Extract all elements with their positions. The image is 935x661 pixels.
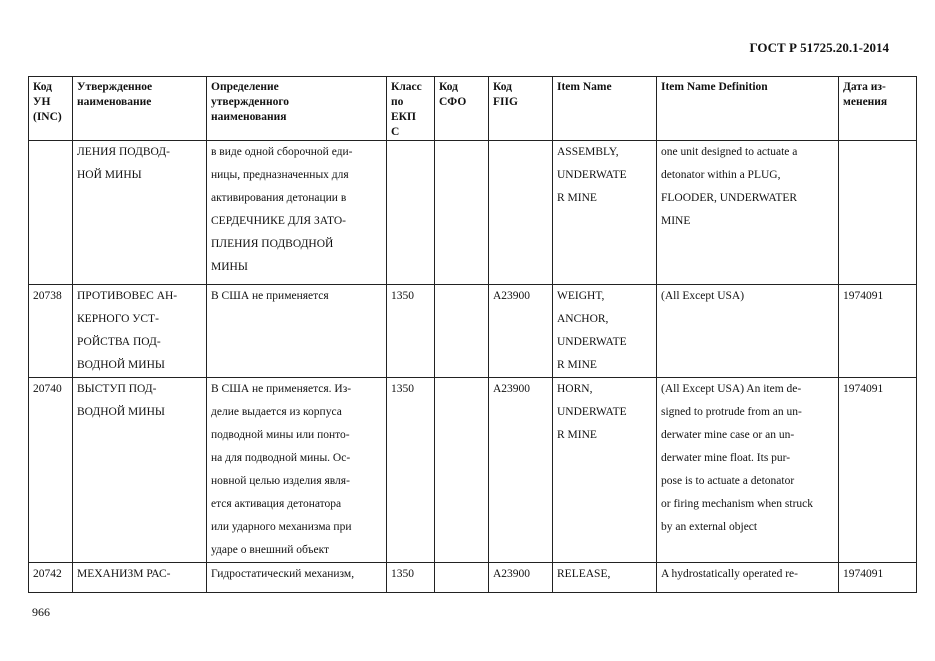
cell-text-line: one unit designed to actuate a (661, 146, 798, 158)
cell-text-line: UNDERWATE (557, 336, 627, 348)
cell-inc (29, 378, 73, 563)
cell-definition (207, 141, 387, 285)
cell-date (839, 378, 917, 563)
cell-text-line: HORN, (557, 383, 593, 395)
col-header-name: Утвержденное наименование (73, 77, 207, 141)
table-row (29, 378, 917, 563)
cell-text-line: ASSEMBLY, (557, 146, 619, 158)
cell-item-definition (657, 285, 839, 378)
cell-text-line: A hydrostatically operated re- (661, 568, 798, 580)
cell-text-line: МЕХАНИЗМ РАС- (77, 568, 171, 580)
cell-text-line: 20742 (33, 568, 62, 580)
cell-text-line: МИНЫ (211, 261, 248, 273)
table-row (29, 285, 917, 378)
cell-text-line: signed to protrude from an un- (661, 406, 802, 418)
cell-text-line: 1974091 (843, 290, 884, 302)
cell-fiig (489, 378, 553, 563)
col-header-item-definition: Item Name Definition (657, 77, 839, 141)
cell-text-line: pose is to actuate a detonator (661, 475, 795, 487)
cell-item-definition (657, 141, 839, 285)
cell-text-line: ПЛЕНИЯ ПОДВОДНОЙ (211, 238, 334, 250)
cell-text-line: НОЙ МИНЫ (77, 169, 142, 181)
cell-text-line: ницы, предназначенных для (211, 169, 349, 181)
cell-date (839, 285, 917, 378)
cell-text-line: A23900 (493, 568, 531, 580)
cell-inc (29, 141, 73, 285)
cell-text-line: A23900 (493, 290, 531, 302)
cell-inc (29, 563, 73, 593)
cell-text-line: подводной мины или понто- (211, 429, 350, 441)
cell-text-line: R MINE (557, 359, 597, 371)
cell-text-line: 1974091 (843, 568, 884, 580)
cell-inc (29, 285, 73, 378)
cell-text-line: ВОДНОЙ МИНЫ (77, 406, 165, 418)
cell-class (387, 378, 435, 563)
cell-name (73, 378, 207, 563)
cell-text-line: FLOODER, UNDERWATER (661, 192, 798, 204)
cell-text-line: ЛЕНИЯ ПОДВОД- (77, 146, 170, 158)
cell-text-line: 1974091 (843, 383, 884, 395)
cell-text-line: в виде одной сборочной еди- (211, 146, 353, 158)
cell-text-line: на для подводной мины. Ос- (211, 452, 351, 464)
cell-item-definition (657, 378, 839, 563)
cell-text-line: RELEASE, (557, 568, 611, 580)
cell-text-line: активирования детонации в (211, 192, 347, 204)
cell-name (73, 285, 207, 378)
col-header-definition: Определение утвержденного наименования (207, 77, 387, 141)
cell-definition (207, 563, 387, 593)
cell-text-line: MINE (661, 215, 691, 227)
cell-text-line: делие выдается из корпуса (211, 406, 342, 418)
cell-text-line: 20738 (33, 290, 62, 302)
cell-date (839, 141, 917, 285)
cell-text-line: WEIGHT, (557, 290, 605, 302)
cell-text-line: detonator within a PLUG, (661, 169, 781, 181)
catalog-table (28, 76, 917, 593)
cell-text-line: (All Except USA) (661, 290, 745, 302)
cell-name (73, 563, 207, 593)
cell-class (387, 563, 435, 593)
cell-text-line: 1350 (391, 568, 414, 580)
cell-class (387, 285, 435, 378)
cell-text-line: by an external object (661, 521, 758, 533)
header-row (29, 77, 917, 141)
cell-text-line: derwater mine float. Its pur- (661, 452, 791, 464)
col-header-date: Дата из- менения (839, 77, 917, 141)
cell-fiig (489, 285, 553, 378)
table-row (29, 141, 917, 285)
cell-definition (207, 378, 387, 563)
cell-text-line: или ударного механизма при (211, 521, 352, 533)
cell-text-line: derwater mine case or an un- (661, 429, 795, 441)
cell-text-line: В США не применяется (211, 290, 329, 302)
col-header-item-name: Item Name (553, 77, 657, 141)
cell-class (387, 141, 435, 285)
page-number: 966 (32, 605, 50, 619)
col-header-fiig: Код FIIG (489, 77, 553, 141)
cell-text-line: ударе о внешний объект (211, 544, 330, 556)
cell-text-line: or firing mechanism when struck (661, 498, 814, 510)
cell-text-line: новной целью изделия явля- (211, 475, 350, 487)
cell-text-line: UNDERWATE (557, 406, 627, 418)
cell-name (73, 141, 207, 285)
cell-text-line: Гидростатический механизм, (211, 568, 355, 580)
document-code: ГОСТ Р 51725.20.1-2014 (749, 40, 889, 55)
cell-text-line: A23900 (493, 383, 531, 395)
cell-text-line: 1350 (391, 290, 414, 302)
cell-text-line: UNDERWATE (557, 169, 627, 181)
cell-item-name (553, 378, 657, 563)
cell-date (839, 563, 917, 593)
table-row (29, 563, 917, 593)
col-header-class: Класс по ЕКП С (387, 77, 435, 141)
cell-definition (207, 285, 387, 378)
cell-text-line: ВОДНОЙ МИНЫ (77, 359, 165, 371)
cell-item-name (553, 141, 657, 285)
cell-text-line: ANCHOR, (557, 313, 609, 325)
cell-sfo (435, 378, 489, 563)
cell-text-line: R MINE (557, 429, 597, 441)
cell-fiig (489, 141, 553, 285)
cell-text-line: РОЙСТВА ПОД- (77, 336, 161, 348)
cell-text-line: 1350 (391, 383, 414, 395)
cell-text-line: (All Except USA) An item de- (661, 383, 802, 395)
cell-fiig (489, 563, 553, 593)
cell-sfo (435, 285, 489, 378)
cell-text-line: ВЫСТУП ПОД- (77, 383, 157, 395)
cell-sfo (435, 141, 489, 285)
cell-text-line: СЕРДЕЧНИКЕ ДЛЯ ЗАТО- (211, 215, 347, 227)
cell-text-line: КЕРНОГО УСТ- (77, 313, 159, 325)
cell-sfo (435, 563, 489, 593)
cell-text-line: В США не применяется. Из- (211, 383, 352, 395)
cell-text-line: R MINE (557, 192, 597, 204)
cell-item-definition (657, 563, 839, 593)
cell-text-line: ется активация детонатора (211, 498, 342, 510)
cell-item-name (553, 563, 657, 593)
cell-item-name (553, 285, 657, 378)
cell-text-line: ПРОТИВОВЕС АН- (77, 290, 178, 302)
cell-text-line: 20740 (33, 383, 62, 395)
col-header-sfo: Код СФО (435, 77, 489, 141)
col-header-inc: Код УН (INC) (29, 77, 73, 141)
